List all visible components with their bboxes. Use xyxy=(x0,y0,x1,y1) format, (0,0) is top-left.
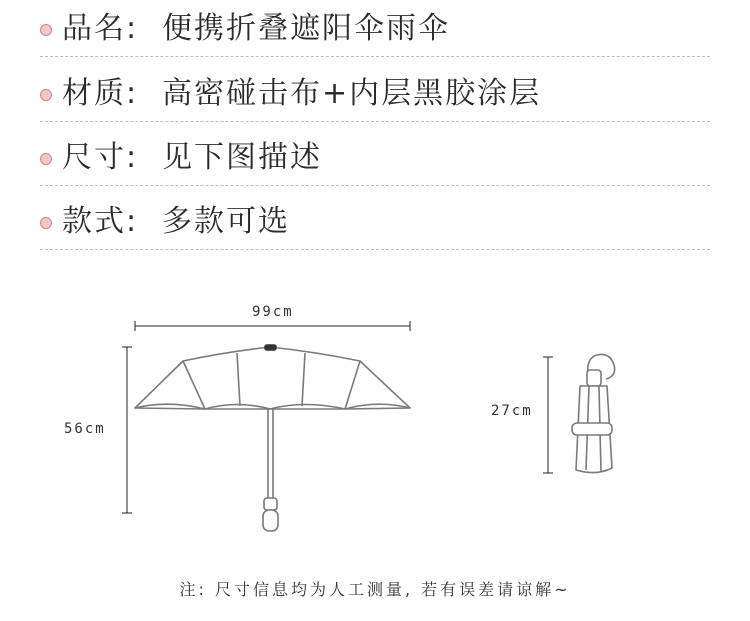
folded-length-label: 27cm xyxy=(491,403,533,419)
spec-value: 便携折叠遮阳伞雨伞 xyxy=(162,11,450,46)
bullet-icon xyxy=(40,24,52,36)
spec-value: 多款可选 xyxy=(162,204,290,239)
spec-row-name xyxy=(40,4,710,57)
spec-row-size xyxy=(40,133,710,186)
width-dimension-line xyxy=(135,321,410,331)
folded-umbrella-icon xyxy=(572,354,615,472)
open-umbrella-icon xyxy=(135,345,410,531)
spec-row-material xyxy=(40,69,710,122)
bullet-icon xyxy=(40,217,52,229)
open-height-label: 56cm xyxy=(64,421,106,437)
measurement-note: 注: 尺寸信息均为人工测量, 若有误差请谅解~ xyxy=(179,580,571,599)
open-width-label: 99cm xyxy=(252,304,294,320)
bullet-icon xyxy=(40,89,52,101)
height-dimension-line xyxy=(122,347,132,513)
spec-row-style xyxy=(40,197,710,250)
umbrella-dimension-diagram xyxy=(0,290,750,550)
spec-label: 款式: xyxy=(62,204,139,239)
spec-value: 见下图描述 xyxy=(162,140,322,175)
spec-label: 材质: xyxy=(62,76,139,111)
spec-label: 尺寸: xyxy=(62,140,139,175)
spec-label: 品名: xyxy=(62,11,139,46)
spec-value: 高密碰击布+内层黑胶涂层 xyxy=(162,76,542,111)
folded-length-dimension-line xyxy=(543,357,553,473)
bullet-icon xyxy=(40,153,52,165)
